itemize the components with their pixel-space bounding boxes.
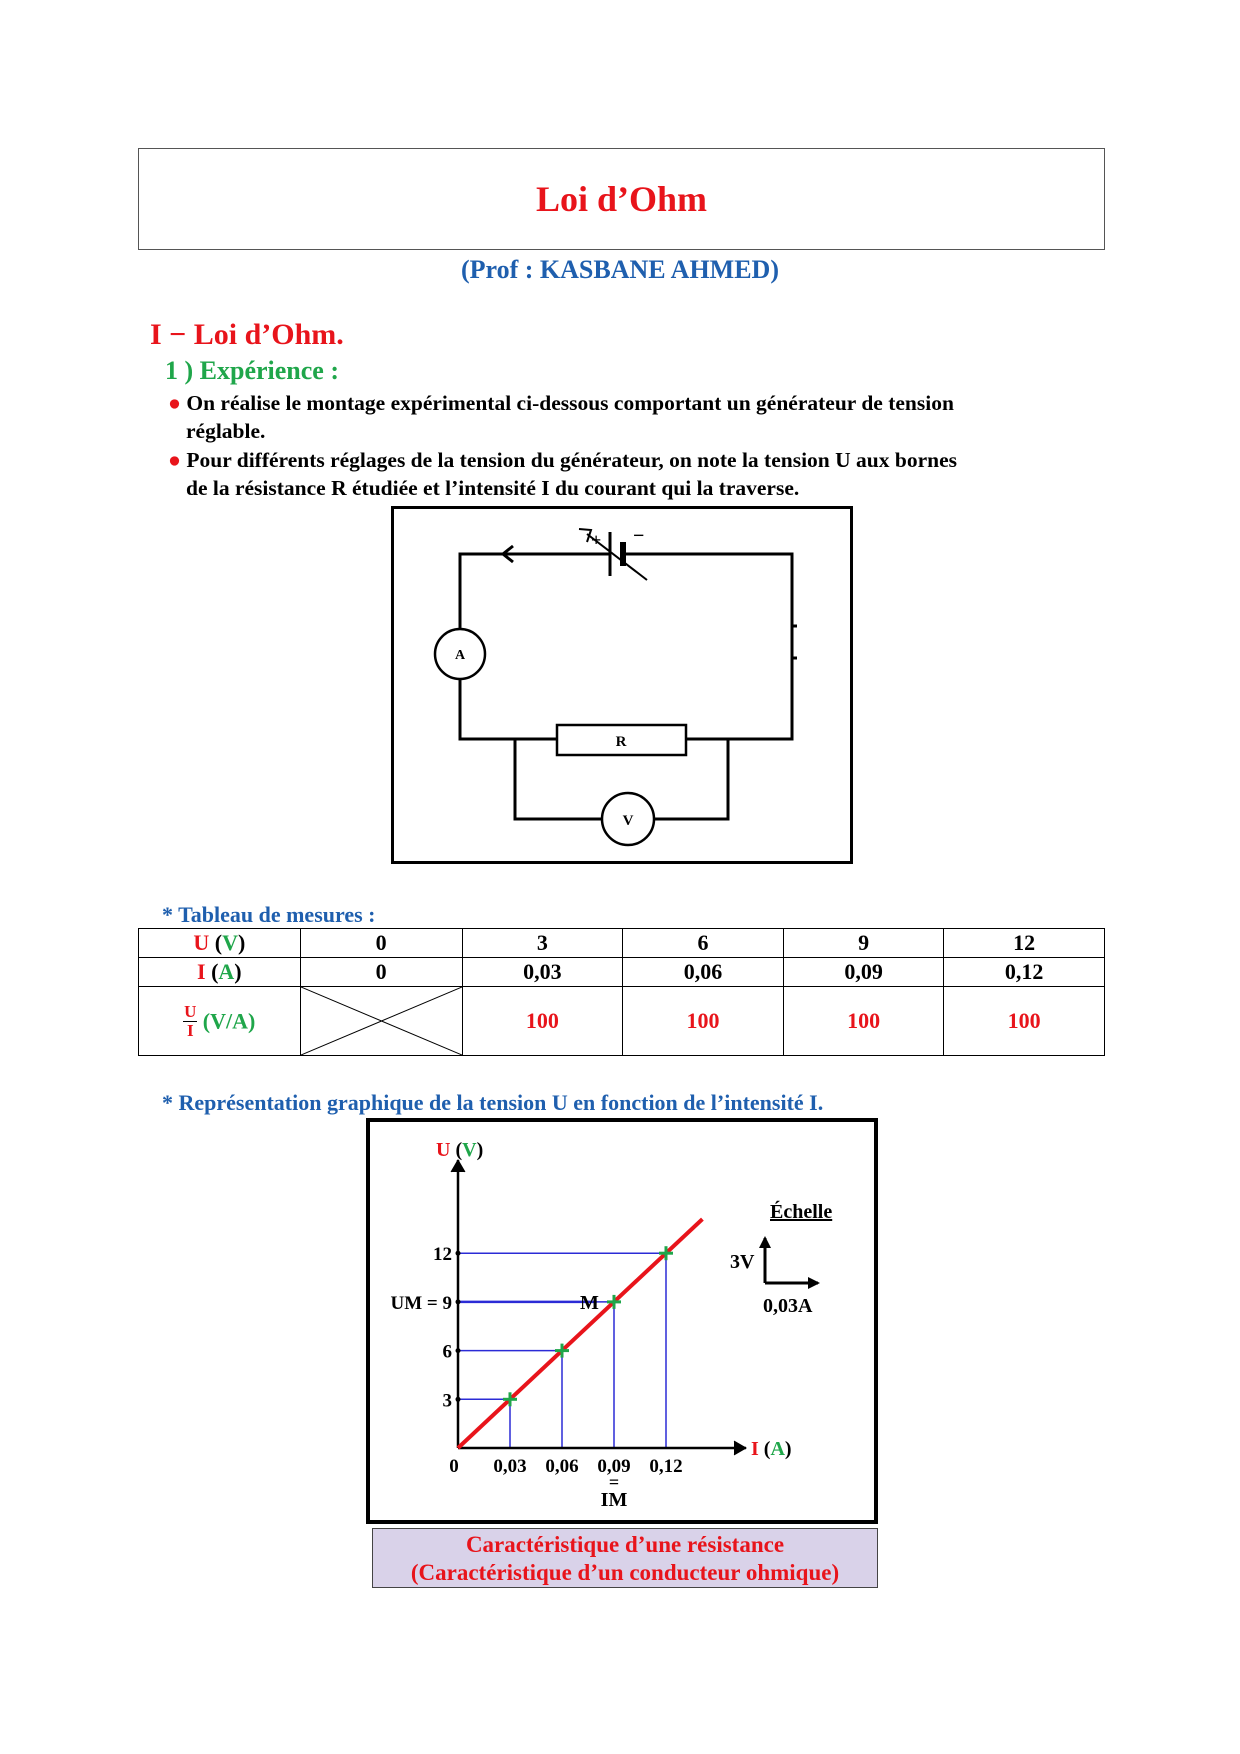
section-heading: I − Loi d’Ohm. (150, 318, 344, 351)
caption-line-2: (Caractéristique d’un conducteur ohmique) (410, 1560, 840, 1585)
y-tick-label: 3 (442, 1390, 452, 1412)
table-cell: 0,09 (783, 958, 944, 987)
table-cell: 100 (623, 987, 784, 1056)
table-cell: 9 (783, 929, 944, 958)
y-tick-label: UM = 9 (390, 1292, 452, 1314)
table-cell: 0 (300, 929, 462, 958)
measurement-table (138, 928, 1105, 1056)
scale-y-label: 3V (730, 1251, 755, 1273)
bullet-icon: ● (168, 391, 181, 415)
wire-top-left (460, 554, 609, 642)
x-tick-label: 0,12 (649, 1456, 683, 1477)
minus-sign: − (633, 525, 645, 547)
row-header-u: U (V) (139, 929, 301, 958)
table-cell: 0,03 (462, 958, 623, 987)
x-axis-label: I (A) (751, 1438, 792, 1460)
circuit-diagram (391, 506, 855, 866)
bullet-1-line-2: réglable. (186, 419, 266, 443)
x-tick-label: 0,06 (545, 1456, 579, 1477)
caption-line-1: Caractéristique d’une résistance (465, 1532, 785, 1557)
y-tick-dot (456, 1397, 461, 1402)
bullet-2-line-1: Pour différents réglages de la tension du générateur, on note la tension U aux bornes (186, 448, 957, 472)
scale-x-label: 0,03A (763, 1295, 813, 1317)
cross-icon (301, 987, 462, 1055)
im-label: IM (600, 1489, 628, 1511)
table-row-u (139, 929, 1105, 958)
wire-left (460, 679, 557, 739)
table-label: * Tableau de mesures : (162, 902, 376, 927)
x-tick-label: 0,03 (493, 1456, 527, 1477)
bullet-1-line-1: On réalise le montage expérimental ci-dessous comportant un générateur de tension (186, 391, 954, 415)
y-tick-label: 12 (433, 1244, 452, 1266)
y-tick-dot (456, 1299, 461, 1304)
table-cell: 12 (944, 929, 1105, 958)
subsection-heading: 1 ) Expérience : (165, 356, 340, 385)
page-title: Loi d’Ohm (535, 179, 708, 219)
graph-label: * Représentation graphique de la tension U en fonction de l’intensité I. (162, 1090, 824, 1115)
x-tick-label: 0 (449, 1456, 459, 1477)
voltmeter-label: V (622, 813, 634, 829)
crossed-cell (300, 987, 462, 1056)
table-row-i (139, 958, 1105, 987)
table-cell: 100 (783, 987, 944, 1056)
y-axis-label: U (V) (436, 1139, 484, 1161)
bullet-2-line-2: de la résistance R étudiée et l’intensité I du courant qui la traverse. (186, 476, 800, 500)
ammeter-label: A (454, 648, 466, 663)
scale-title: Échelle (770, 1201, 833, 1223)
point-m-label: M (580, 1291, 599, 1314)
table-cell: 6 (623, 929, 784, 958)
table-cell: 100 (944, 987, 1105, 1056)
im-equals-sign: = (608, 1472, 620, 1492)
table-cell: 3 (462, 929, 623, 958)
wire-top-right (644, 554, 792, 626)
y-tick-dot (456, 1251, 461, 1256)
table-cell: 0,06 (623, 958, 784, 987)
title-box (138, 148, 1105, 250)
author-line: (Prof : KASBANE AHMED) (460, 255, 779, 284)
bullet-2 (168, 446, 1103, 502)
y-tick-dot (456, 1348, 461, 1353)
table-cell: 100 (462, 987, 623, 1056)
table-row-ratio (139, 987, 1105, 1056)
bullet-icon: ● (168, 448, 181, 472)
plus-sign: + (591, 530, 602, 550)
graph (366, 1118, 878, 1524)
table-cell: 0,12 (944, 958, 1105, 987)
bullet-1 (168, 389, 1103, 445)
y-tick-label: 6 (442, 1341, 452, 1363)
graph-caption (372, 1528, 878, 1588)
row-header-i: I (A) (139, 958, 301, 987)
wire-right (686, 658, 792, 739)
x-tick-label: 0,09 (597, 1456, 631, 1477)
row-header-ratio: $\frac{U}{I}$ (V/A) (139, 987, 301, 1056)
table-cell: 0 (300, 958, 462, 987)
resistor-label: R (615, 734, 627, 750)
